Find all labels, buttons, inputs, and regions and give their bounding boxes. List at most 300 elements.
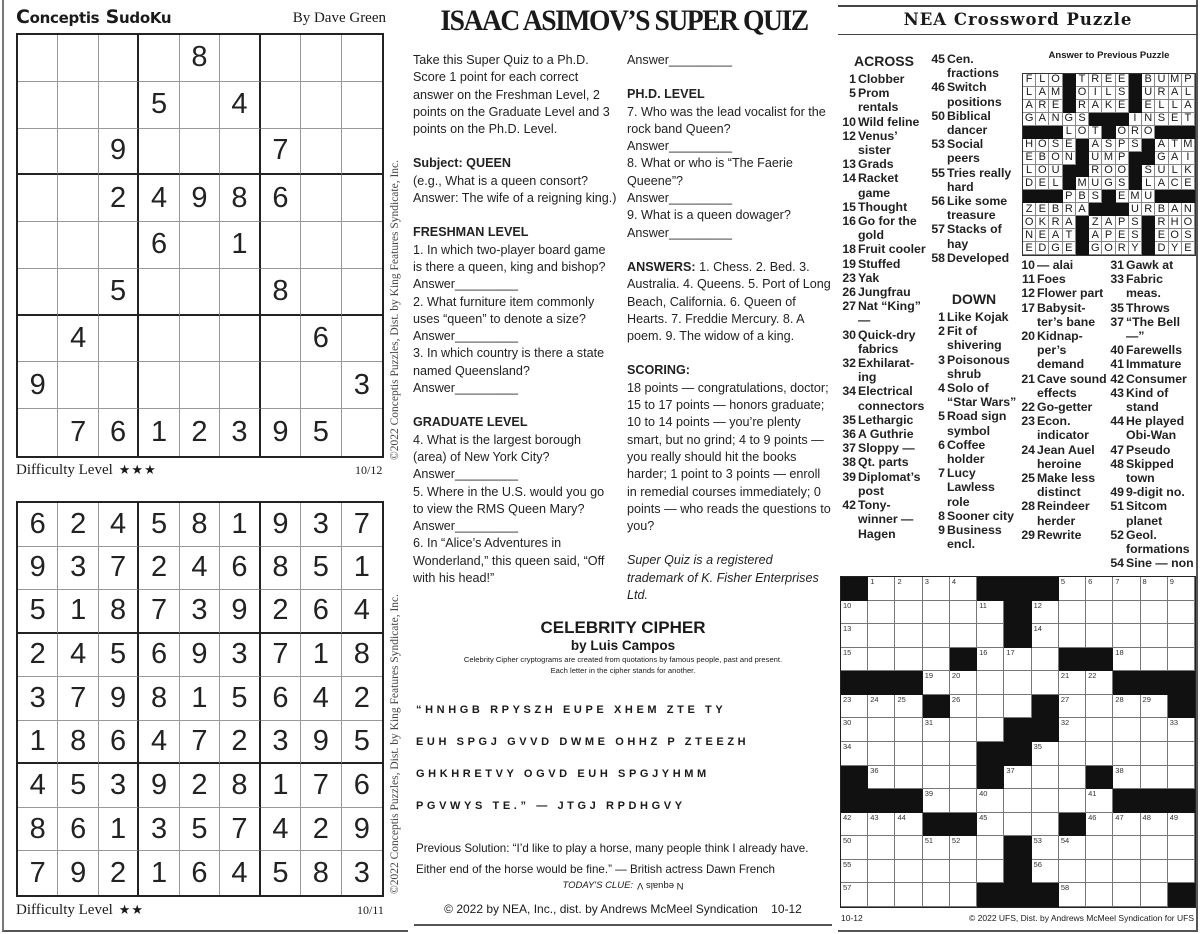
crossword-cell[interactable]	[923, 601, 950, 625]
crossword-cell[interactable]	[868, 860, 895, 884]
crossword-cell[interactable]	[950, 789, 977, 813]
crossword-cell[interactable]	[1168, 601, 1195, 625]
crossword-cell[interactable]	[1141, 766, 1168, 790]
crossword-cell[interactable]	[1059, 836, 1086, 860]
crossword-cell[interactable]	[1086, 836, 1113, 860]
answer-cell: K	[1036, 216, 1049, 229]
clue-item	[1108, 499, 1200, 527]
crossword-cell[interactable]	[1113, 860, 1140, 884]
clue-number: 47	[1110, 442, 1124, 457]
sudoku-cell[interactable]	[18, 316, 58, 363]
clue-number: 42	[1110, 371, 1124, 386]
crossword-cell[interactable]	[1168, 742, 1195, 766]
divider	[838, 5, 1198, 7]
answer-blank[interactable]: Answer_________	[627, 225, 733, 240]
sudoku-cell[interactable]	[301, 129, 341, 176]
clue-text: Prom rentals	[858, 86, 899, 115]
sudoku-cell[interactable]	[220, 35, 260, 82]
sudoku-cell[interactable]	[301, 362, 341, 409]
sudoku-cell[interactable]	[342, 409, 382, 456]
crossword-cell[interactable]	[841, 883, 868, 907]
sudoku-cell[interactable]	[58, 362, 98, 409]
clue-text: Lethargic	[858, 412, 914, 427]
crossword-cell[interactable]	[895, 577, 922, 601]
sudoku-cell[interactable]	[18, 129, 58, 176]
crossword-cell[interactable]	[1032, 742, 1059, 766]
sudoku-cell: 2	[139, 547, 179, 591]
cell-number: 21	[1060, 671, 1070, 681]
crossword-cell[interactable]	[1113, 836, 1140, 860]
sudoku-cell: 3	[139, 808, 179, 852]
sudoku-cell: 4	[99, 503, 139, 547]
crossword-cell[interactable]	[1086, 671, 1113, 695]
crossword-cell[interactable]	[1032, 789, 1059, 813]
crossword-cell[interactable]	[841, 813, 868, 837]
crossword-cell[interactable]	[977, 836, 1004, 860]
crossword-cell[interactable]	[868, 742, 895, 766]
crossword-cell[interactable]	[1141, 836, 1168, 860]
sudoku-cell: 9	[18, 362, 58, 409]
crossword-cell[interactable]	[841, 648, 868, 672]
sudoku-cell[interactable]	[18, 222, 58, 269]
crossword-cell[interactable]	[1141, 624, 1168, 648]
crossword-cell[interactable]	[895, 601, 922, 625]
crossword-cell[interactable]	[1113, 742, 1140, 766]
answer-blank[interactable]: Answer_________	[413, 277, 519, 292]
sudoku-cell[interactable]	[261, 35, 301, 82]
crossword-cell[interactable]	[1059, 718, 1086, 742]
cell-number: 47	[1115, 812, 1124, 822]
answer-cell: P	[1182, 74, 1195, 87]
crossword-cell[interactable]	[1032, 601, 1059, 625]
crossword-cell[interactable]	[1113, 718, 1140, 742]
sudoku-cell[interactable]	[261, 222, 301, 269]
crossword-cell[interactable]	[923, 860, 950, 884]
sudoku-cell: 9	[99, 129, 139, 176]
crossword-cell[interactable]	[1059, 766, 1086, 790]
answer-cell: E	[1116, 100, 1129, 113]
crossword-cell[interactable]	[868, 718, 895, 742]
crossword-cell[interactable]	[841, 624, 868, 648]
answer-blank[interactable]: Answer_________	[413, 519, 519, 534]
sudoku-cell[interactable]	[99, 35, 139, 82]
sudoku-cell[interactable]	[180, 316, 220, 363]
answer-cell: A	[1023, 100, 1036, 113]
clue-item	[1108, 414, 1200, 442]
cell-number: 9	[1169, 577, 1174, 586]
sudoku-cell: 3	[220, 634, 260, 678]
sudoku-cell[interactable]	[301, 82, 341, 129]
sudoku-cell[interactable]	[301, 222, 341, 269]
crossword-cell[interactable]	[841, 860, 868, 884]
crossword-cell[interactable]	[923, 836, 950, 860]
black-square	[1182, 126, 1195, 139]
crossword-cell[interactable]	[1059, 695, 1086, 719]
answer-cell: G	[1102, 177, 1115, 190]
clue-item	[840, 427, 928, 441]
answer-cell: R	[1089, 74, 1102, 87]
answer-cell: A	[1089, 100, 1102, 113]
crossword-cell[interactable]	[895, 836, 922, 860]
crossword-cell[interactable]	[950, 836, 977, 860]
sudoku-cell[interactable]	[180, 269, 220, 316]
crossword-date: 10-12	[841, 913, 863, 923]
sudoku-cell[interactable]	[18, 269, 58, 316]
crossword-cell[interactable]	[950, 742, 977, 766]
crossword-grid[interactable]	[840, 576, 1196, 908]
clue-text: Nat “King” —	[858, 299, 921, 328]
answer-cell: E	[1063, 139, 1076, 152]
crossword-cell[interactable]	[1113, 695, 1140, 719]
crossword-cell[interactable]	[841, 718, 868, 742]
crossword-cell[interactable]	[841, 695, 868, 719]
crossword-cell[interactable]	[950, 695, 977, 719]
crossword-cell[interactable]	[1168, 836, 1195, 860]
answer-cell: U	[1089, 177, 1102, 190]
answer-blank[interactable]: Answer_________	[627, 53, 733, 67]
crossword-cell[interactable]	[950, 883, 977, 907]
crossword-cell[interactable]	[1059, 577, 1086, 601]
black-square	[1063, 177, 1076, 190]
sudoku-cell[interactable]	[180, 129, 220, 176]
crossword-cell[interactable]	[923, 883, 950, 907]
quiz-trademark: Super Quiz is a registered trademark of K. Fisher Enterprises Ltd.	[627, 553, 819, 603]
cell-number: 50	[843, 836, 852, 846]
clue-number: 15	[842, 199, 856, 214]
answer-blank[interactable]: Answer_________	[413, 329, 519, 344]
crossword-cell[interactable]	[1168, 860, 1195, 884]
crossword-cell[interactable]	[1141, 742, 1168, 766]
sudoku-cell[interactable]	[220, 269, 260, 316]
cell-number: 40	[979, 789, 988, 799]
answer-blank[interactable]: Answer_________	[413, 467, 519, 482]
sudoku-cell[interactable]	[342, 175, 382, 222]
answer-cell: L	[1169, 100, 1182, 113]
crossword-cell[interactable]	[1004, 648, 1031, 672]
sudoku-cell: 8	[220, 764, 260, 808]
crossword-cell[interactable]	[1086, 718, 1113, 742]
answer-cell: L	[1142, 177, 1155, 190]
crossword-cell[interactable]	[1032, 836, 1059, 860]
crossword-cell[interactable]	[923, 718, 950, 742]
cell-number: 36	[870, 765, 879, 775]
crossword-cell[interactable]	[868, 883, 895, 907]
answer-cell: O	[1076, 87, 1089, 100]
crossword-cell[interactable]	[977, 813, 1004, 837]
crossword-cell[interactable]	[923, 671, 950, 695]
clue-item	[1019, 499, 1109, 527]
crossword-cell[interactable]	[1086, 860, 1113, 884]
crossword-cell[interactable]	[1086, 883, 1113, 907]
clue-item	[929, 222, 1019, 250]
crossword-cell[interactable]	[1141, 695, 1168, 719]
crossword-cell[interactable]	[868, 601, 895, 625]
crossword-cell[interactable]	[1032, 813, 1059, 837]
crossword-cell[interactable]	[977, 860, 1004, 884]
sudoku-cell[interactable]	[58, 269, 98, 316]
black-square	[1155, 190, 1168, 203]
sudoku-cell[interactable]	[301, 35, 341, 82]
sudoku-cell[interactable]	[99, 316, 139, 363]
crossword-cell[interactable]	[868, 813, 895, 837]
answer-cell: O	[1036, 165, 1049, 178]
answer-cell: B	[1076, 190, 1089, 203]
clue-item	[929, 523, 1019, 551]
crossword-cell[interactable]	[923, 648, 950, 672]
sudoku-cell[interactable]	[99, 362, 139, 409]
crossword-cell[interactable]	[1004, 695, 1031, 719]
sudoku-cell[interactable]	[342, 35, 382, 82]
crossword-cell[interactable]	[841, 836, 868, 860]
crossword-cell[interactable]	[1032, 766, 1059, 790]
crossword-cell[interactable]	[868, 648, 895, 672]
crossword-cell[interactable]	[950, 671, 977, 695]
sudoku-cell[interactable]	[342, 269, 382, 316]
crossword-cell[interactable]	[950, 624, 977, 648]
clue-text: Immature	[1126, 357, 1182, 372]
crossword-cell[interactable]	[923, 742, 950, 766]
clue-number: 40	[1110, 343, 1124, 358]
crossword-cell[interactable]	[868, 624, 895, 648]
sudoku-cell[interactable]	[261, 82, 301, 129]
clue-number: 20	[1021, 329, 1035, 344]
sudoku-cell[interactable]	[301, 175, 341, 222]
sudoku-cell[interactable]	[342, 82, 382, 129]
crossword-cell[interactable]	[1086, 601, 1113, 625]
crossword-cell[interactable]	[1141, 860, 1168, 884]
sudoku-cell[interactable]	[58, 35, 98, 82]
answer-cell: B	[1142, 74, 1155, 87]
sudoku-cell[interactable]	[139, 316, 179, 363]
sudoku-cell[interactable]	[220, 316, 260, 363]
crossword-cell[interactable]	[1141, 648, 1168, 672]
sudoku-cell[interactable]	[139, 269, 179, 316]
crossword-cell[interactable]	[1168, 766, 1195, 790]
crossword-cell[interactable]	[1141, 601, 1168, 625]
sudoku-cell[interactable]	[342, 316, 382, 363]
clue-text: Gawk at	[1126, 258, 1174, 272]
answer-blank[interactable]: Answer_________	[627, 191, 733, 206]
crossword-cell[interactable]	[895, 766, 922, 790]
sudoku-cell[interactable]	[18, 409, 58, 456]
crossword-cell[interactable]	[977, 601, 1004, 625]
crossword-cell[interactable]	[895, 718, 922, 742]
crossword-cell[interactable]	[1113, 813, 1140, 837]
crossword-cell[interactable]	[1141, 718, 1168, 742]
crossword-cell[interactable]	[977, 789, 1004, 813]
crossword-cell[interactable]	[977, 671, 1004, 695]
clue-number: 28	[1021, 499, 1035, 514]
crossword-cell[interactable]	[923, 766, 950, 790]
sudoku-cell[interactable]	[180, 362, 220, 409]
crossword-cell[interactable]	[950, 577, 977, 601]
crossword-cell[interactable]	[950, 601, 977, 625]
crossword-cell[interactable]	[1004, 789, 1031, 813]
crossword-cell[interactable]	[1032, 671, 1059, 695]
crossword-cell[interactable]	[1086, 577, 1113, 601]
crossword-cell[interactable]	[950, 718, 977, 742]
crossword-cell[interactable]	[1168, 624, 1195, 648]
crossword-cell[interactable]	[1086, 742, 1113, 766]
sudoku-cell[interactable]	[18, 175, 58, 222]
crossword-cell[interactable]	[1059, 789, 1086, 813]
crossword-cell[interactable]	[1059, 624, 1086, 648]
crossword-cell[interactable]	[977, 695, 1004, 719]
sudoku-cell: 2	[99, 851, 139, 895]
sudoku-cell[interactable]	[18, 82, 58, 129]
crossword-cell[interactable]	[868, 577, 895, 601]
sudoku-cell[interactable]	[58, 129, 98, 176]
sudoku-cell[interactable]	[261, 362, 301, 409]
crossword-cell[interactable]	[1004, 671, 1031, 695]
sudoku-cell[interactable]	[180, 82, 220, 129]
crossword-cell[interactable]	[950, 860, 977, 884]
crossword-cell[interactable]	[1059, 742, 1086, 766]
answer-cell: D	[1036, 242, 1049, 255]
sudoku-cell[interactable]	[58, 175, 98, 222]
clue-item	[1019, 286, 1109, 300]
crossword-cell[interactable]	[1059, 671, 1086, 695]
clue-number: 42	[842, 498, 856, 513]
sudoku-cell[interactable]	[261, 316, 301, 363]
answer-cell: U	[1129, 203, 1142, 216]
crossword-cell[interactable]	[950, 766, 977, 790]
crossword-cell[interactable]	[1059, 883, 1086, 907]
sudoku-cell[interactable]	[301, 269, 341, 316]
crossword-cell[interactable]	[895, 860, 922, 884]
crossword-cell[interactable]	[1086, 624, 1113, 648]
crossword-cell[interactable]	[841, 601, 868, 625]
crossword-cell[interactable]	[923, 624, 950, 648]
sudoku-cell[interactable]	[342, 222, 382, 269]
crossword-cell[interactable]	[923, 789, 950, 813]
clue-item	[1019, 301, 1109, 329]
sudoku-cell: 9	[180, 634, 220, 678]
clue-item	[840, 413, 928, 427]
crossword-cell[interactable]	[923, 577, 950, 601]
crossword-cell[interactable]	[1168, 718, 1195, 742]
clue-text: Make less distinct	[1037, 471, 1096, 500]
clue-text: Geol. formations	[1126, 527, 1190, 557]
black-square	[1129, 177, 1142, 190]
black-square	[1142, 229, 1155, 242]
answer-cell: B	[1036, 152, 1049, 165]
sudoku-cell[interactable]	[220, 129, 260, 176]
black-square	[868, 789, 895, 813]
sudoku-title	[16, 6, 171, 28]
sudoku-cell: 9	[220, 590, 260, 634]
sudoku-cell[interactable]	[99, 82, 139, 129]
sudoku-cell[interactable]	[99, 222, 139, 269]
crossword-cell[interactable]	[977, 718, 1004, 742]
crossword-cell[interactable]	[1168, 648, 1195, 672]
crossword-cell[interactable]	[1032, 624, 1059, 648]
crossword-cell[interactable]	[868, 766, 895, 790]
crossword-cell[interactable]	[1032, 860, 1059, 884]
clue-number: 12	[1021, 286, 1035, 301]
crossword-cell[interactable]	[1113, 577, 1140, 601]
crossword-cell[interactable]	[868, 836, 895, 860]
crossword-cell[interactable]	[1059, 601, 1086, 625]
clue-item	[1019, 443, 1109, 471]
sudoku-cell[interactable]	[342, 129, 382, 176]
crossword-cell[interactable]	[895, 883, 922, 907]
clue-number: 11	[1022, 272, 1035, 287]
crossword-cell[interactable]	[1113, 601, 1140, 625]
crossword-cell[interactable]	[977, 624, 1004, 648]
crossword-cell[interactable]	[1113, 766, 1140, 790]
crossword-cell[interactable]	[1032, 648, 1059, 672]
crossword-cell[interactable]	[1141, 813, 1168, 837]
clue-number: 33	[1110, 272, 1124, 287]
answers-text: 1. Chess. 2. Bed. 3. Australia. 4. Queens. 5. Port of Long Beach, California. 6. Queen of Hearts. 7. Freddie Mercury. 8. A poem. 9. The widow of a king.	[627, 259, 831, 344]
sudoku-cell[interactable]	[139, 129, 179, 176]
crossword-cell[interactable]	[1168, 813, 1195, 837]
answer-blank[interactable]: Answer_________	[627, 139, 733, 154]
crossword-cell[interactable]	[1004, 813, 1031, 837]
crossword-cell[interactable]	[1086, 695, 1113, 719]
sudoku-cell[interactable]	[139, 362, 179, 409]
crossword-cell[interactable]	[1004, 766, 1031, 790]
sudoku-cell[interactable]	[220, 362, 260, 409]
crossword-cell[interactable]	[1086, 789, 1113, 813]
answer-cell: I	[1182, 152, 1195, 165]
crossword-cell[interactable]	[1113, 883, 1140, 907]
sudoku-cell[interactable]	[58, 222, 98, 269]
answer-cell: K	[1182, 165, 1195, 178]
cell-number: 46	[1088, 812, 1097, 822]
title-part: i	[85, 9, 91, 27]
sudoku-cell: 4	[139, 721, 179, 765]
crossword-cell[interactable]	[1059, 860, 1086, 884]
clue-number: 51	[1110, 499, 1124, 514]
answer-cell: R	[1116, 242, 1129, 255]
sudoku-solution-difficulty	[16, 902, 144, 919]
crossword-cell[interactable]	[895, 695, 922, 719]
crossword-cell[interactable]	[895, 742, 922, 766]
cipher-line: EUH SPGJ GVVD DWME OHHZ P ZTEEZH	[416, 736, 750, 748]
sudoku-cell[interactable]	[139, 35, 179, 82]
crossword-cell[interactable]	[1113, 624, 1140, 648]
crossword-cell[interactable]	[1141, 883, 1168, 907]
crossword-cell[interactable]	[841, 742, 868, 766]
crossword-cell[interactable]	[1168, 577, 1195, 601]
crossword-cell[interactable]	[895, 648, 922, 672]
cell-number: 37	[1006, 765, 1015, 775]
answer-cell: O	[1182, 216, 1195, 229]
answer-cell: S	[1049, 139, 1062, 152]
black-square	[1155, 126, 1168, 139]
sudoku-cell: 1	[18, 721, 58, 765]
answer-cell: P	[1102, 229, 1115, 242]
crossword-cell[interactable]	[1113, 648, 1140, 672]
crossword-cell[interactable]	[1141, 577, 1168, 601]
answer-blank[interactable]: Answer_________	[413, 381, 519, 396]
crossword-cell[interactable]	[1086, 813, 1113, 837]
crossword-cell[interactable]	[868, 695, 895, 719]
crossword-cell[interactable]	[895, 624, 922, 648]
cell-number: 27	[1060, 694, 1070, 704]
sudoku-cell[interactable]	[180, 222, 220, 269]
sudoku-puzzle-grid[interactable]	[16, 33, 384, 458]
sudoku-cell[interactable]	[18, 35, 58, 82]
crossword-cell[interactable]	[977, 648, 1004, 672]
cell-number: 45	[979, 812, 988, 822]
sudoku-cell[interactable]	[58, 82, 98, 129]
black-square	[1049, 126, 1062, 139]
answers-heading: ANSWERS:	[627, 259, 696, 274]
crossword-cell[interactable]	[895, 813, 922, 837]
